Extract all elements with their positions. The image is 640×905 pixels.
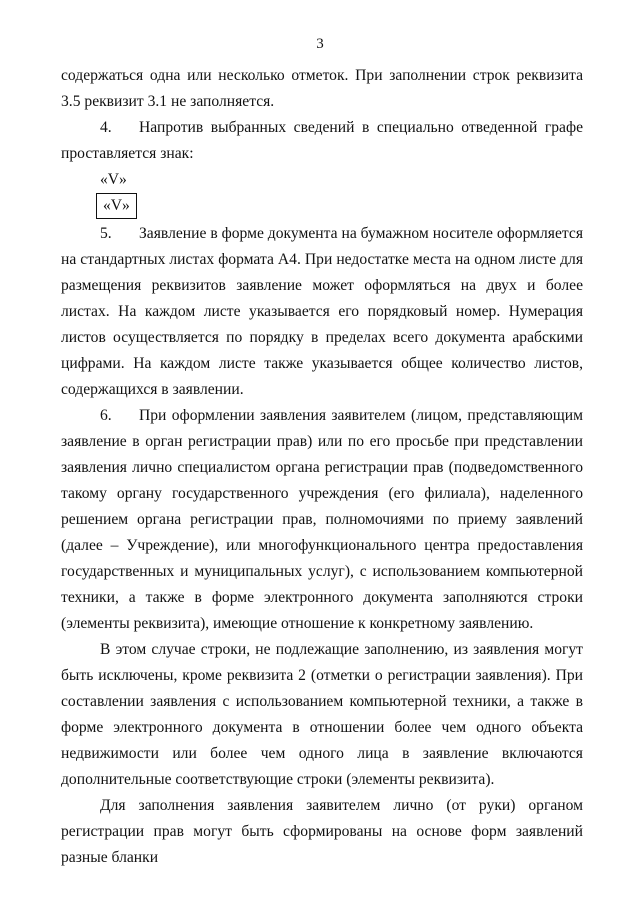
sign-plain [61, 167, 583, 193]
sign-boxed-row [61, 193, 583, 221]
sign-text: «V» [100, 171, 127, 188]
paragraph-number: 5. [100, 225, 112, 242]
paragraph-5 [61, 221, 583, 403]
page-number: 3 [316, 36, 324, 52]
paragraph-7 [61, 637, 583, 793]
paragraph-text: Напротив выбранных сведений в специально отведенной графе проставляется знак: [61, 119, 583, 162]
sign-boxed: «V» [96, 193, 137, 219]
paragraph-text: Для заполнения заявления заявителем лично (от руки) органом регистрации прав могут быть сформированы на основе форм заявлений разные бланки [61, 797, 583, 866]
paragraph-text: содержаться одна или несколько отметок. При заполнении строк реквизита 3.5 реквизит 3.1 не заполняется. [61, 67, 583, 110]
document-body [61, 63, 583, 871]
paragraph-text: При оформлении заявления заявителем (лицом, представляющим заявление в орган регистрации прав) или по его просьбе при представлении заявления лично специалистом органа регистрации прав (подведомственного такому органу государственного учреждения (его филиала), наделенного решением органа регистрации прав, полномочиями по приему заявлений (далее – Учреждение), или многофункционального центра предоставления государственных и муниципальных услуг), с использованием компьютерной техники, а также в форме электронного документа заполняются строки (элементы реквизита), имеющие отношение к конкретному заявлению. [61, 407, 583, 632]
paragraph-number: 4. [100, 119, 112, 136]
paragraph-continuation [61, 63, 583, 115]
paragraph-text: Заявление в форме документа на бумажном носителе оформляется на стандартных листах формата А4. При недостатке места на одном листе для размещения реквизитов заявление может оформляться на двух и более листах. На каждом листе указывается его порядковый номер. Нумерация листов осуществляется по порядку в пределах всего документа арабскими цифрами. На каждом листе также указывается общее количество листов, содержащихся в заявлении. [61, 225, 583, 398]
paragraph-4 [61, 115, 583, 167]
paragraph-8 [61, 793, 583, 871]
paragraph-text: В этом случае строки, не подлежащие заполнению, из заявления могут быть исключены, кроме реквизита 2 (отметки о регистрации заявления). При составлении заявления с использованием компьютерной техники, а также в форме электронного документа в отношении более чем одного объекта недвижимости или более чем одного лица в заявление включаются дополнительные соответствующие строки (элементы реквизита). [61, 641, 583, 788]
paragraph-6 [61, 403, 583, 637]
paragraph-number: 6. [100, 407, 112, 424]
